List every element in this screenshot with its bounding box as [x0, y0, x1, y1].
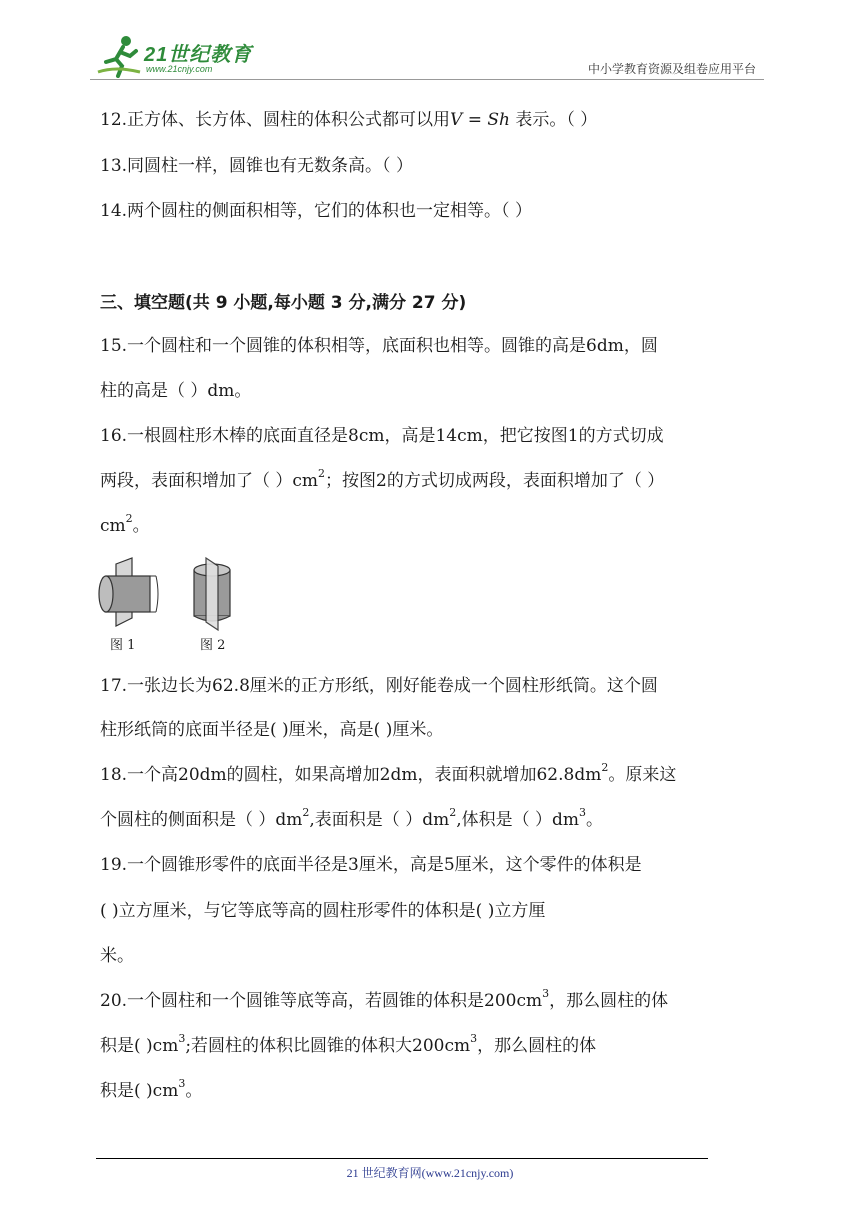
question-20-line2: 积是( )$cm^3$;若圆柱的体积比圆锥的体积大$200cm^3$，那么圆柱的体 [100, 1032, 597, 1056]
header-divider [90, 79, 764, 80]
question-16-line3: $cm^2$。 [100, 512, 150, 536]
logo-url: www.21cnjy.com [146, 64, 213, 74]
formula: V = Sh [450, 110, 510, 130]
question-14: 14.两个圆柱的侧面积相等，它们的体积也一定相等。（ ） [100, 201, 532, 221]
question-20-line3: 积是( )$cm^3$。 [100, 1077, 203, 1101]
section-title: 三、填空题(共 9 小题,每小题 3 分,满分 27 分) [100, 293, 467, 313]
footer-link[interactable]: 21 世纪教育网(www.21cnjy.com) [346, 1166, 514, 1180]
figure-1-horizontal-cut-icon [96, 556, 166, 636]
cylinder-figures [96, 556, 246, 656]
question-17-line1: 17.一张边长为62.8厘米的正方形纸，刚好能卷成一个圆柱形纸筒。这个圆 [100, 676, 658, 696]
question-15-line2: 柱的高是（ ）dm。 [100, 381, 252, 401]
question-18-line1: 18.一个高20dm的圆柱，如果高增加2dm，表面积就增加$62.8dm^2$。原来这 [100, 761, 677, 785]
question-13: 13.同圆柱一样，圆锥也有无数条高。（ ） [100, 156, 413, 176]
question-15-line1: 15.一个圆柱和一个圆锥的体积相等，底面积也相等。圆锥的高是6dm，圆 [100, 336, 658, 356]
figure-1-caption: 图 1 [110, 638, 136, 653]
figure-2-caption: 图 2 [200, 638, 226, 653]
page-header [96, 30, 764, 80]
footer-divider [96, 1158, 708, 1159]
question-20-line1: 20.一个圆柱和一个圆锥等底等高，若圆锥的体积是$200cm^3$，那么圆柱的体 [100, 987, 669, 1011]
header-platform-text: 中小学教育资源及组卷应用平台 [587, 62, 756, 76]
question-19-line2: ( )立方厘米，与它等底等高的圆柱形零件的体积是( )立方厘 [100, 901, 546, 921]
logo [96, 30, 266, 80]
question-12: 12.正方体、长方体、圆柱的体积公式都可以用V = Sh 表示。（ ） [100, 110, 598, 130]
runner-logo-icon [96, 32, 142, 78]
question-19-line1: 19.一个圆锥形零件的底面半径是3厘米，高是5厘米，这个零件的体积是 [100, 855, 642, 875]
question-16-line2: 两段，表面积增加了（ ）$cm^2$；按图2的方式切成两段，表面积增加了（ ） [100, 467, 665, 491]
logo-text: 21世纪教育 [144, 44, 253, 66]
question-16-line1: 16.一根圆柱形木棒的底面直径是8cm，高是14cm，把它按图1的方式切成 [100, 426, 664, 446]
question-19-line3: 米。 [100, 946, 134, 966]
question-18-line2: 个圆柱的侧面积是（ ）$dm^2$,表面积是（ ）$dm^2$,体积是（ ）$dm^3$。 [100, 806, 604, 830]
figure-2-vertical-cut-icon [188, 556, 238, 636]
question-17-line2: 柱形纸筒的底面半径是( )厘米，高是( )厘米。 [100, 720, 444, 740]
